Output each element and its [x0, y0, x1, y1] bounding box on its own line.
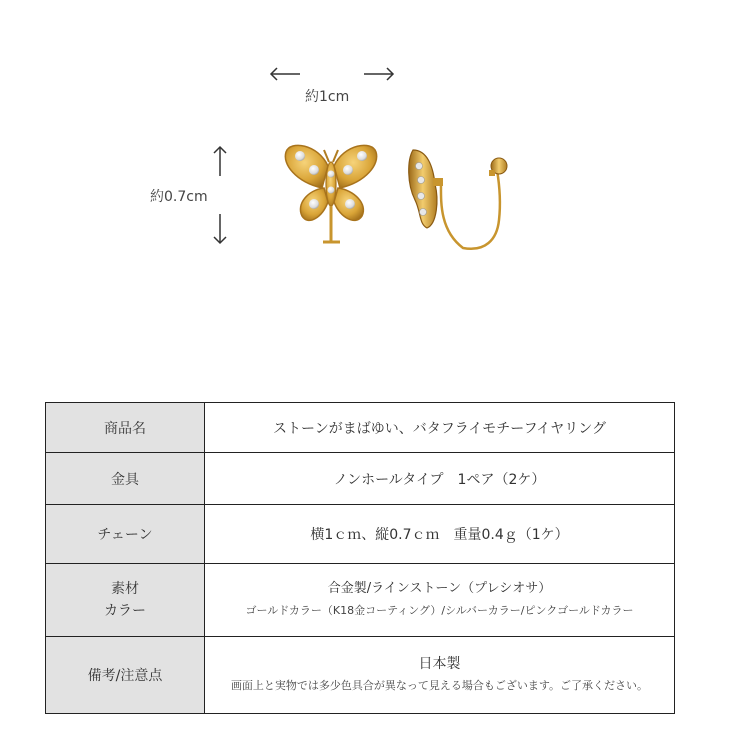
table-row: [46, 453, 675, 505]
row-value-origin: 日本製: [418, 656, 461, 672]
butterfly-earring-front-image: [278, 138, 384, 248]
row-value-chain: 横1ｃｍ、縦0.7ｃｍ 重量0.4ｇ（1ケ）: [205, 505, 675, 564]
row-label-chain: チェーン: [46, 505, 205, 564]
row-label-material: 素材: [111, 581, 139, 597]
table-row: [46, 564, 675, 637]
row-value-color: ゴールドカラー（K18金コーティング）/シルバーカラー/ピンクゴールドカラー: [245, 604, 634, 617]
row-label-notes: 備考/注意点: [46, 637, 205, 714]
row-value-material: 合金製/ラインストーン（プレシオサ）: [327, 581, 552, 596]
right-arrow-icon: [362, 66, 396, 82]
row-value-fitting: ノンホールタイプ 1ペア（2ケ）: [205, 453, 675, 505]
row-label-product-name: 商品名: [46, 403, 205, 453]
row-value-material-color: [205, 564, 675, 637]
table-row: [46, 403, 675, 453]
table-row: [46, 505, 675, 564]
row-value-disclaimer: 画面上と実物では多少色具合が異なって見える場合もございます。ご了承ください。: [230, 679, 649, 692]
height-label: 約0.7cm: [150, 189, 208, 205]
left-arrow-icon: [268, 66, 302, 82]
row-label-material-color: [46, 564, 205, 637]
table-row: [46, 637, 675, 714]
row-label-color: カラー: [104, 603, 146, 619]
row-value-notes: [205, 637, 675, 714]
earring-side-clip-image: [405, 140, 515, 255]
spec-table: [45, 402, 675, 714]
up-arrow-icon: [212, 144, 228, 178]
down-arrow-icon: [212, 212, 228, 246]
row-label-fitting: 金具: [46, 453, 205, 505]
row-value-product-name: ストーンがまばゆい、バタフライモチーフイヤリング: [205, 403, 675, 453]
width-label: 約1cm: [305, 89, 350, 105]
